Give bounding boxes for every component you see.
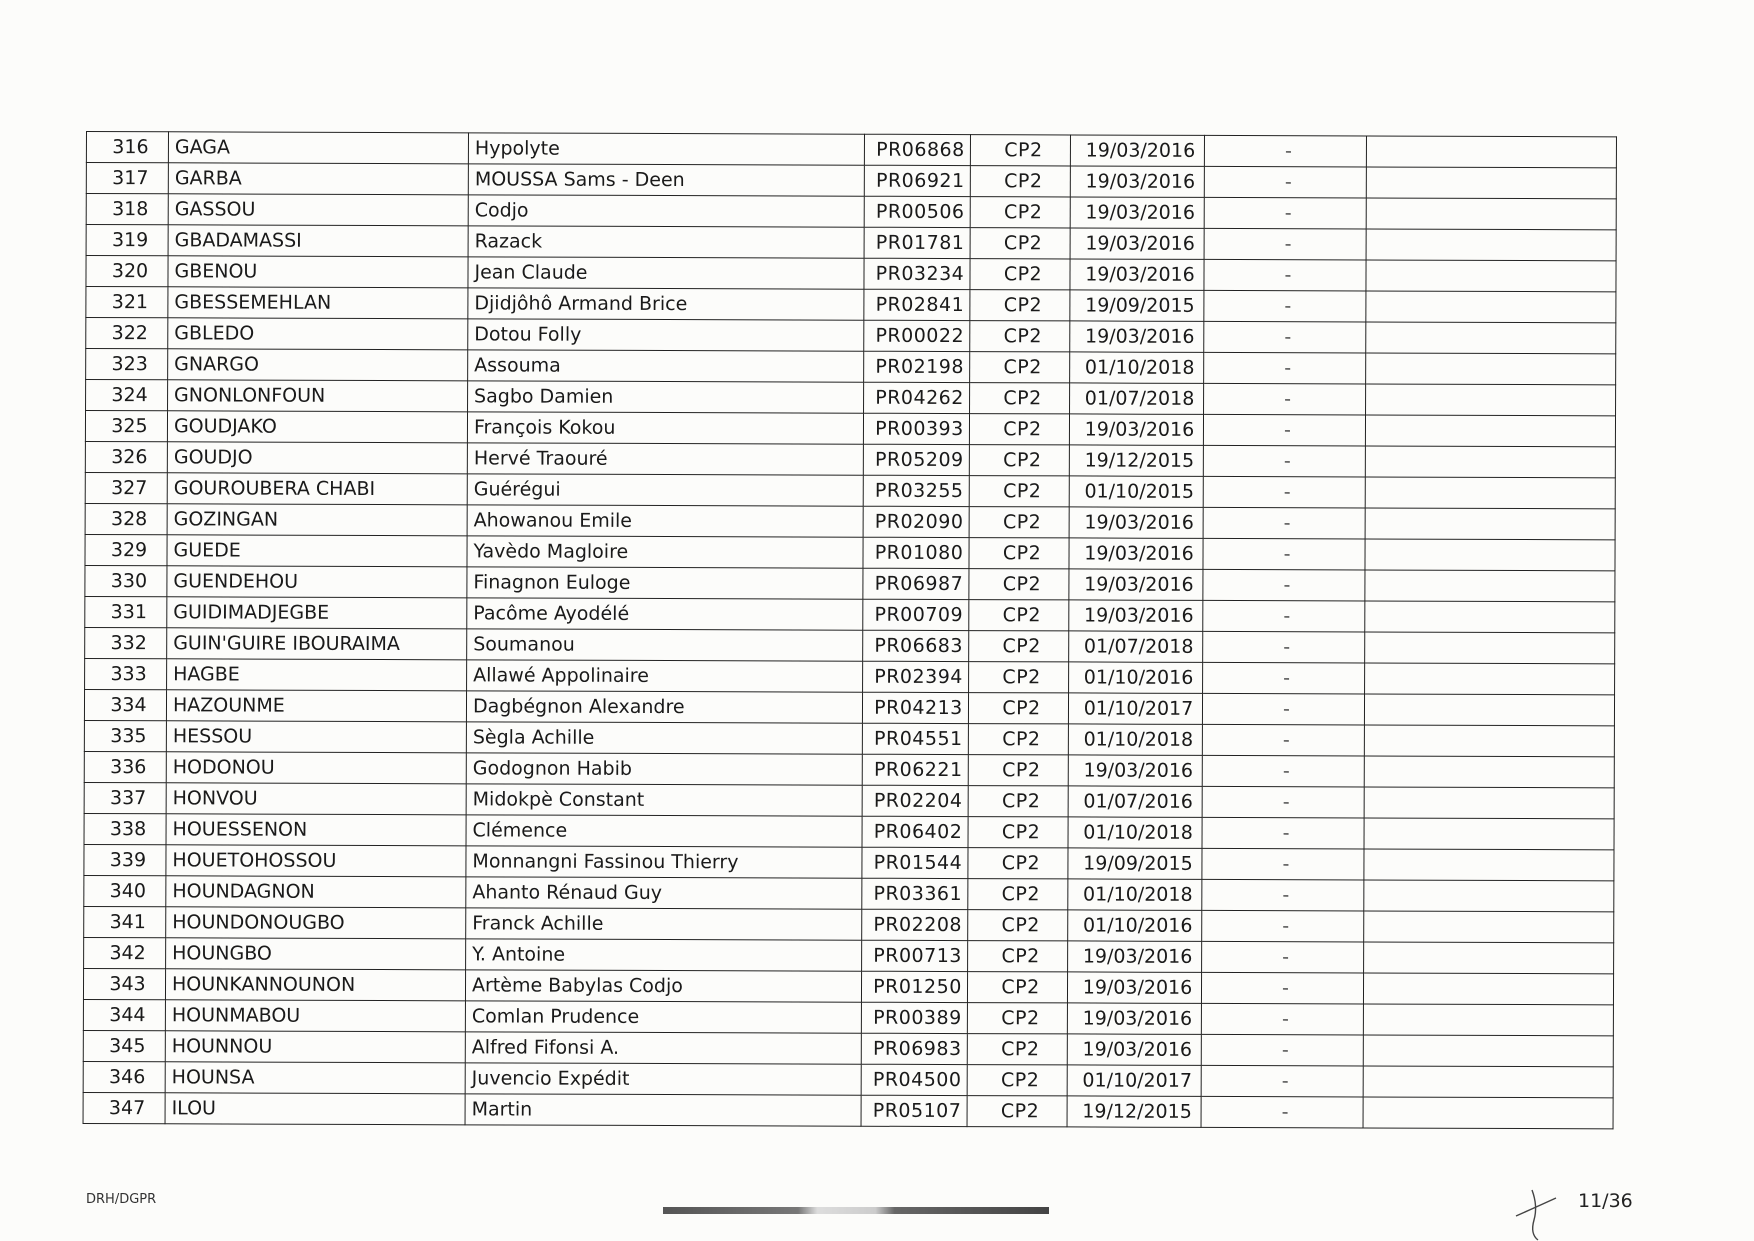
status-cell: - [1201,1003,1363,1035]
last-name-cell: HONVOU [166,783,466,815]
grade-cell: CP2 [967,1065,1067,1096]
date-cell: 19/03/2016 [1067,1034,1201,1065]
row-number: 325 [85,411,167,442]
row-number: 347 [83,1092,165,1123]
registration-code-cell: PR06983 [861,1033,967,1064]
status-cell: - [1204,228,1366,260]
status-cell: - [1203,569,1365,601]
status-cell: - [1202,755,1364,787]
registration-code-cell: PR00022 [864,320,970,351]
blank-cell [1364,818,1614,850]
blank-cell [1363,973,1613,1005]
blank-cell [1364,942,1614,974]
registration-code-cell: PR00506 [864,196,970,227]
registration-code-cell: PR02208 [862,909,968,940]
first-name-cell: Razack [468,226,864,258]
row-number: 344 [83,999,165,1030]
first-name-cell: Midokpè Constant [466,784,862,816]
first-name-cell: Dotou Folly [468,319,864,351]
grade-cell: CP2 [967,972,1067,1003]
registration-code-cell: PR02841 [864,289,970,320]
status-cell: - [1201,972,1363,1004]
grade-cell: CP2 [969,569,1069,600]
date-cell: 19/03/2016 [1069,414,1203,445]
grade-cell: CP2 [968,693,1068,724]
row-number: 333 [85,658,167,689]
status-cell: - [1204,352,1366,384]
status-cell: - [1204,197,1366,229]
last-name-cell: GOUDJAKO [167,411,467,443]
grade-cell: CP2 [969,476,1069,507]
last-name-cell: HOUNMABOU [165,1000,465,1032]
first-name-cell: Sagbo Damien [468,381,864,413]
date-cell: 19/03/2016 [1070,135,1204,166]
last-name-cell: GUIDIMADJEGBE [167,597,467,629]
blank-cell [1364,880,1614,912]
blank-cell [1364,849,1614,881]
blank-cell [1366,291,1616,323]
last-name-cell: GASSOU [168,194,468,226]
row-number: 319 [86,225,168,256]
registration-code-cell: PR06921 [864,165,970,196]
date-cell: 01/07/2018 [1069,631,1203,662]
table-body [83,132,1616,1129]
first-name-cell: Ahanto Rénaud Guy [466,877,862,909]
date-cell: 01/10/2018 [1068,879,1202,910]
last-name-cell: HODONOU [166,752,466,784]
status-cell: - [1201,1034,1363,1066]
last-name-cell: HOUNNOU [165,1031,465,1063]
row-number: 340 [84,875,166,906]
blank-cell [1366,322,1616,354]
row-number: 320 [86,256,168,287]
status-cell: - [1201,1065,1363,1097]
grade-cell: CP2 [967,1003,1067,1034]
status-cell: - [1202,910,1364,942]
first-name-cell: François Kokou [467,412,863,444]
status-cell: - [1204,135,1366,167]
grade-cell: CP2 [968,786,1068,817]
blank-cell [1363,1066,1613,1098]
grade-cell: CP2 [970,197,1070,228]
date-cell: 19/09/2015 [1068,848,1202,879]
row-number: 318 [86,194,168,225]
grade-cell: CP2 [969,445,1069,476]
date-cell: 19/03/2016 [1070,166,1204,197]
grade-cell: CP2 [968,879,1068,910]
last-name-cell: HAZOUNME [166,690,466,722]
date-cell: 19/03/2016 [1068,941,1202,972]
first-name-cell: Ahowanou Emile [467,505,863,537]
first-name-cell: Allawé Appolinaire [467,660,863,692]
row-number: 326 [85,441,167,472]
registration-code-cell: PR06683 [863,630,969,661]
date-cell: 19/03/2016 [1070,321,1204,352]
grade-cell: CP2 [969,662,1069,693]
last-name-cell: GBLEDO [168,318,468,350]
registration-code-cell: PR00709 [863,599,969,630]
registration-code-cell: PR01250 [861,971,967,1002]
date-cell: 19/12/2015 [1067,1096,1201,1127]
grade-cell: CP2 [969,507,1069,538]
date-cell: 19/03/2016 [1068,755,1202,786]
row-number: 336 [84,751,166,782]
last-name-cell: GBESSEMEHLAN [168,287,468,319]
last-name-cell: GBADAMASSI [168,225,468,257]
first-name-cell: Clémence [466,815,862,847]
registration-code-cell: PR00389 [861,1002,967,1033]
blank-cell [1366,198,1616,230]
status-cell: - [1202,879,1364,911]
grade-cell: CP2 [969,538,1069,569]
registration-code-cell: PR01080 [863,537,969,568]
grade-cell: CP2 [968,910,1068,941]
row-number: 322 [86,318,168,349]
last-name-cell: HOUNKANNOUNON [165,969,465,1001]
row-number: 341 [84,906,166,937]
blank-cell [1366,384,1616,416]
blank-cell [1365,539,1615,571]
table-row [83,1092,1613,1128]
grade-cell: CP2 [968,755,1068,786]
blank-cell [1366,229,1616,261]
blank-cell [1366,167,1616,199]
date-cell: 01/10/2016 [1069,662,1203,693]
row-number: 329 [85,534,167,565]
date-cell: 01/10/2018 [1068,817,1202,848]
first-name-cell: Comlan Prudence [465,1001,861,1033]
first-name-cell: Hervé Traouré [467,443,863,475]
row-number: 337 [84,782,166,813]
status-cell: - [1203,538,1365,570]
grade-cell: CP2 [970,259,1070,290]
date-cell: 01/10/2018 [1070,352,1204,383]
registration-code-cell: PR04551 [862,723,968,754]
footer-department: DRH/DGPR [86,1192,157,1207]
registration-code-cell: PR01781 [864,227,970,258]
last-name-cell: HOUESSENON [166,814,466,846]
status-cell: - [1201,1096,1363,1128]
date-cell: 19/03/2016 [1069,569,1203,600]
blank-cell [1364,911,1614,943]
blank-cell [1365,446,1615,478]
status-cell: - [1203,662,1365,694]
last-name-cell: GOUDJO [167,442,467,474]
date-cell: 01/10/2018 [1068,724,1202,755]
last-name-cell: HOUNSA [165,1062,465,1094]
row-number: 327 [85,472,167,503]
first-name-cell: Alfred Fifonsi A. [465,1032,861,1064]
row-number: 338 [84,813,166,844]
grade-cell: CP2 [970,228,1070,259]
first-name-cell: Hypolyte [468,133,864,165]
row-number: 331 [85,596,167,627]
last-name-cell: HAGBE [167,659,467,691]
grade-cell: CP2 [970,166,1070,197]
blank-cell [1365,477,1615,509]
status-cell: - [1203,507,1365,539]
row-number: 316 [86,132,168,163]
registration-code-cell: PR06987 [863,568,969,599]
status-cell: - [1203,631,1365,663]
row-number: 345 [83,1030,165,1061]
date-cell: 01/10/2017 [1067,1065,1201,1096]
blank-cell [1366,136,1616,168]
date-cell: 19/03/2016 [1070,228,1204,259]
registration-code-cell: PR06221 [862,754,968,785]
registration-code-cell: PR01544 [862,847,968,878]
registration-code-cell: PR03255 [863,475,969,506]
first-name-cell: MOUSSA Sams - Deen [468,164,864,196]
registration-code-cell: PR02394 [863,661,969,692]
first-name-cell: Codjo [468,195,864,227]
blank-cell [1364,725,1614,757]
last-name-cell: ILOU [165,1093,465,1125]
grade-cell: CP2 [967,1096,1067,1127]
first-name-cell: Franck Achille [466,908,862,940]
status-cell: - [1203,414,1365,446]
status-cell: - [1204,166,1366,198]
last-name-cell: GUIN'GUIRE IBOURAIMA [167,628,467,660]
last-name-cell: GOUROUBERA CHABI [167,473,467,505]
date-cell: 19/03/2016 [1069,600,1203,631]
status-cell: - [1204,290,1366,322]
grade-cell: CP2 [968,848,1068,879]
blank-cell [1364,787,1614,819]
blank-cell [1365,415,1615,447]
date-cell: 19/12/2015 [1069,445,1203,476]
last-name-cell: GUENDEHOU [167,566,467,598]
status-cell: - [1202,693,1364,725]
blank-cell [1365,570,1615,602]
last-name-cell: GBENOU [168,256,468,288]
row-number: 342 [84,937,166,968]
registration-code-cell: PR02090 [863,506,969,537]
blank-cell [1365,663,1615,695]
registration-code-cell: PR04500 [861,1064,967,1095]
last-name-cell: GNONLONFOUN [168,380,468,412]
blank-cell [1365,632,1615,664]
registration-code-cell: PR00713 [862,940,968,971]
personnel-table [83,131,1617,1129]
registration-code-cell: PR05209 [863,444,969,475]
date-cell: 19/09/2015 [1070,290,1204,321]
blank-cell [1365,601,1615,633]
blank-cell [1366,353,1616,385]
date-cell: 19/03/2016 [1069,538,1203,569]
first-name-cell: Dagbégnon Alexandre [466,691,862,723]
date-cell: 19/03/2016 [1070,259,1204,290]
last-name-cell: GOZINGAN [167,504,467,536]
last-name-cell: HOUETOHOSSOU [166,845,466,877]
registration-code-cell: PR04213 [862,692,968,723]
registration-code-cell: PR06402 [862,816,968,847]
last-name-cell: GUEDE [167,535,467,567]
grade-cell: CP2 [969,414,1069,445]
registration-code-cell: PR04262 [864,382,970,413]
date-cell: 19/03/2016 [1070,197,1204,228]
status-cell: - [1204,259,1366,291]
row-number: 328 [85,503,167,534]
registration-code-cell: PR03361 [862,878,968,909]
blank-cell [1363,1035,1613,1067]
status-cell: - [1203,476,1365,508]
row-number: 346 [83,1061,165,1092]
first-name-cell: Djidjôhô Armand Brice [468,288,864,320]
first-name-cell: Assouma [468,350,864,382]
status-cell: - [1204,383,1366,415]
row-number: 323 [86,349,168,380]
grade-cell: CP2 [970,321,1070,352]
status-cell: - [1203,445,1365,477]
grade-cell: CP2 [970,352,1070,383]
first-name-cell: Finagnon Euloge [467,567,863,599]
status-cell: - [1202,724,1364,756]
grade-cell: CP2 [970,290,1070,321]
row-number: 321 [86,287,168,318]
row-number: 332 [85,627,167,658]
last-name-cell: HOUNDONOUGBO [166,907,466,939]
first-name-cell: Martin [465,1094,861,1126]
blank-cell [1366,260,1616,292]
first-name-cell: Monnangni Fassinou Thierry [466,846,862,878]
row-number: 324 [86,380,168,411]
registration-code-cell: PR05107 [861,1095,967,1126]
blank-cell [1364,694,1614,726]
first-name-cell: Juvencio Expédit [465,1063,861,1095]
blank-cell [1364,756,1614,788]
last-name-cell: GAGA [168,132,468,164]
date-cell: 01/10/2016 [1068,910,1202,941]
status-cell: - [1202,817,1364,849]
date-cell: 19/03/2016 [1067,972,1201,1003]
grade-cell: CP2 [969,631,1069,662]
registration-code-cell: PR06868 [864,134,970,165]
date-cell: 01/07/2018 [1070,383,1204,414]
date-cell: 19/03/2016 [1067,1003,1201,1034]
grade-cell: CP2 [968,941,1068,972]
first-name-cell: Yavèdo Magloire [467,536,863,568]
first-name-cell: Sègla Achille [466,722,862,754]
blank-cell [1365,508,1615,540]
grade-cell: CP2 [968,724,1068,755]
first-name-cell: Soumanou [467,629,863,661]
grade-cell: CP2 [967,1034,1067,1065]
status-cell: - [1202,941,1364,973]
row-number: 343 [83,968,165,999]
page-number: 11/36 [1578,1190,1633,1212]
row-number: 339 [84,844,166,875]
blank-cell [1363,1004,1613,1036]
footer-barcode-strip [663,1207,1049,1214]
first-name-cell: Pacôme Ayodélé [467,598,863,630]
last-name-cell: GARBA [168,163,468,195]
status-cell: - [1202,848,1364,880]
date-cell: 01/07/2016 [1068,786,1202,817]
last-name-cell: HESSOU [166,721,466,753]
date-cell: 19/03/2016 [1069,507,1203,538]
signature-mark [1512,1186,1562,1241]
row-number: 330 [85,565,167,596]
status-cell: - [1203,600,1365,632]
registration-code-cell: PR00393 [863,413,969,444]
row-number: 335 [84,720,166,751]
first-name-cell: Artème Babylas Codjo [465,970,861,1002]
grade-cell: CP2 [969,600,1069,631]
first-name-cell: Jean Claude [468,257,864,289]
row-number: 334 [84,689,166,720]
first-name-cell: Y. Antoine [466,939,862,971]
registration-code-cell: PR02204 [862,785,968,816]
registration-code-cell: PR02198 [864,351,970,382]
grade-cell: CP2 [970,135,1070,166]
blank-cell [1363,1097,1613,1129]
grade-cell: CP2 [968,817,1068,848]
registration-code-cell: PR03234 [864,258,970,289]
last-name-cell: HOUNDAGNON [166,876,466,908]
status-cell: - [1204,321,1366,353]
status-cell: - [1202,786,1364,818]
last-name-cell: HOUNGBO [166,938,466,970]
grade-cell: CP2 [970,383,1070,414]
first-name-cell: Guérégui [467,474,863,506]
date-cell: 01/10/2015 [1069,476,1203,507]
row-number: 317 [86,163,168,194]
first-name-cell: Godognon Habib [466,753,862,785]
date-cell: 01/10/2017 [1068,693,1202,724]
last-name-cell: GNARGO [168,349,468,381]
